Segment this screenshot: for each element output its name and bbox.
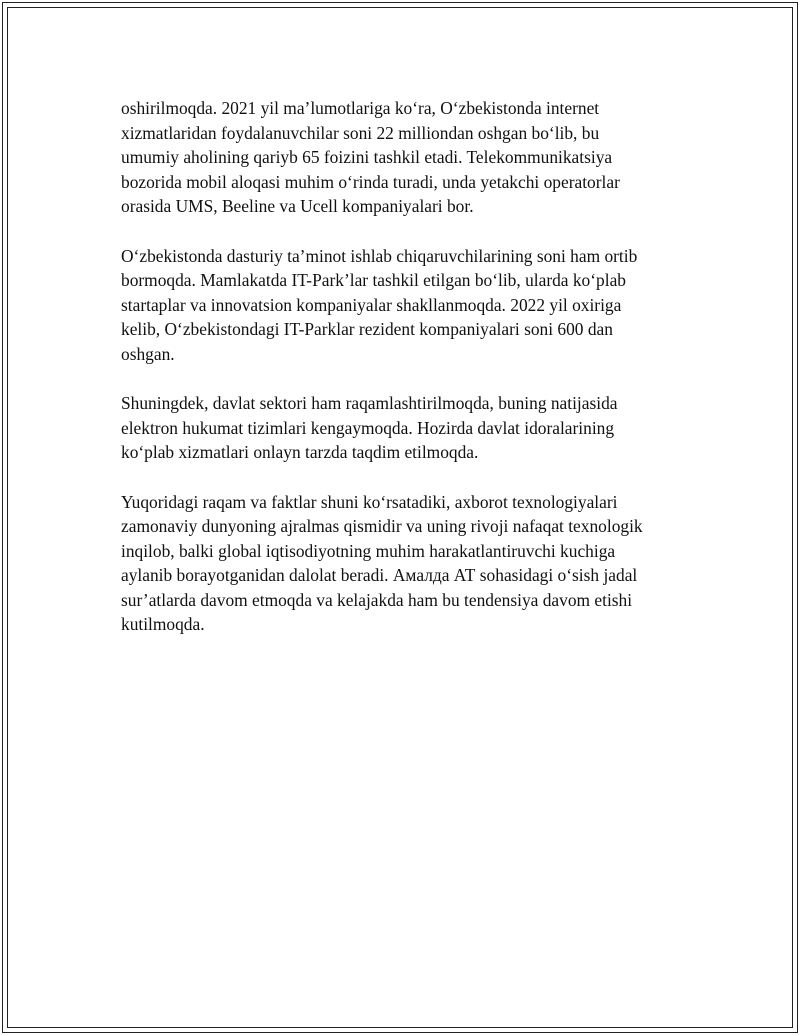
text-line: xizmatlaridan foydalanuvchilar soni 22 milliondan oshgan bo‘lib, bu [121, 122, 600, 143]
paragraph-conclusion [121, 490, 701, 638]
document-body [121, 96, 701, 662]
text-line: kutilmoqda. [121, 614, 205, 635]
text-line: startaplar va innovatsion kompaniyalar shakllanmoqda. 2022 yil oxiriga [121, 294, 622, 315]
text-line: O‘zbekistonda dasturiy ta’minot ishlab chiqaruvchilarining soni ham ortib [121, 245, 638, 266]
text-line: inqilob, balki global iqtisodiyotning muhim harakatlantiruvchi kuchiga [121, 540, 616, 561]
paragraph-internet-stats [121, 96, 701, 219]
text-line: orasida UMS, Beeline va Ucell kompaniyalari bor. [121, 196, 474, 217]
text-line: sur’atlarda davom etmoqda va kelajakda ham bu tendensiya davom etishi [121, 589, 633, 610]
paragraph-software-developers [121, 244, 701, 367]
text-line: bozorida mobil aloqasi muhim o‘rinda turadi, unda yetakchi operatorlar [121, 171, 620, 192]
text-line: kelib, O‘zbekistondagi IT-Parklar rezident kompaniyalari soni 600 dan [121, 319, 613, 340]
text-line: oshgan. [121, 343, 175, 364]
text-line: aylanib borayotganidan dalolat beradi. Амалда АТ sohasidagi o‘sish jadal [121, 565, 638, 586]
text-line: elektron hukumat tizimlari kengaymoqda. Hozirda davlat idoralarining [121, 417, 615, 438]
text-line: Yuqoridagi raqam va faktlar shuni ko‘rsatadiki, axborot texnologiyalari [121, 491, 618, 512]
text-line: oshirilmoqda. 2021 yil ma’lumotlariga ko‘ra, O‘zbekistonda internet [121, 98, 600, 118]
text-line: Shuningdek, davlat sektori ham raqamlashtirilmoqda, buning natijasida [121, 393, 618, 414]
text-line: ko‘plab xizmatlari onlayn tarzda taqdim etilmoqda. [121, 442, 479, 463]
text-line: zamonaviy dunyoning ajralmas qismidir va uning rivoji nafaqat texnologik [121, 516, 643, 537]
text-line: umumiy aholining qariyb 65 foizini tashkil etadi. Telekommunikatsiya [121, 147, 613, 168]
paragraph-e-government [121, 391, 701, 465]
page-frame-outer [2, 2, 798, 1033]
text-line: bormoqda. Mamlakatda IT-Park’lar tashkil etilgan bo‘lib, ularda ko‘plab [121, 270, 626, 291]
